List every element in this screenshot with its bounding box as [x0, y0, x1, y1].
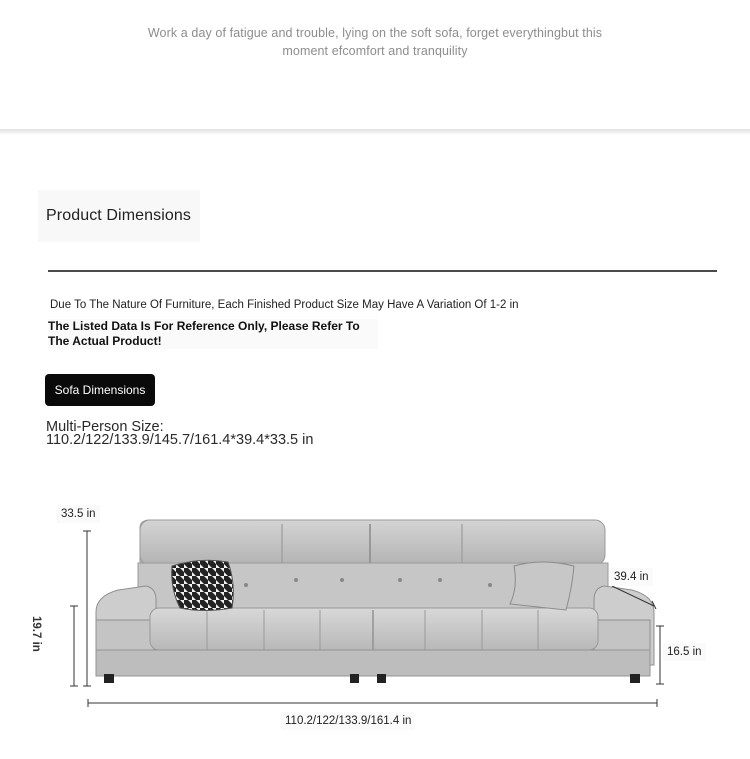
variation-note: Due To The Nature Of Furniture, Each Finished Product Size May Have A Variation Of 1-2 in [50, 299, 519, 311]
size-value: 110.2/122/133.9/145.7/161.4*39.4*33.5 in [46, 432, 314, 448]
size-label: Multi-Person Size: [46, 419, 164, 435]
reference-note-line-2: The Actual Product! [48, 334, 162, 348]
armrest-height-label: 19.7 in [30, 616, 42, 652]
section-title: Product Dimensions [38, 190, 200, 242]
reference-note-line-1: The Listed Data Is For Reference Only, Please Refer To [48, 319, 360, 333]
gray-pillow [510, 562, 574, 610]
total-height-label: 33.5 in [57, 505, 100, 523]
seat-height-label: 16.5 in [663, 643, 706, 661]
tagline-line-2: moment efcomfort and tranquility [282, 44, 468, 58]
width-label: 110.2/122/133.9/161.4 in [281, 712, 415, 730]
houndstooth-pillow [172, 560, 234, 610]
tagline-line-1: Work a day of fatigue and trouble, lying on the soft sofa, forget everythingbut this [147, 26, 603, 40]
sofa-dimensions-badge: Sofa Dimensions [45, 374, 155, 406]
depth-label: 39.4 in [610, 568, 653, 586]
